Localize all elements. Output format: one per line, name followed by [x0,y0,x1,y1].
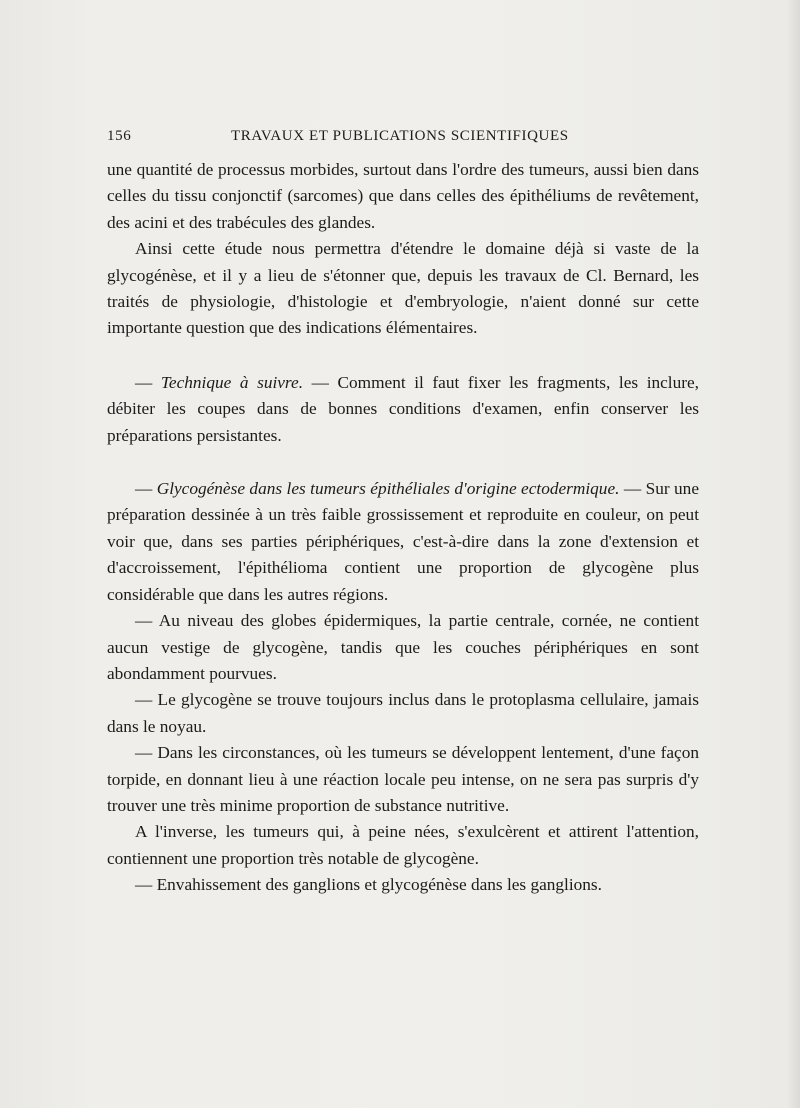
running-title: TRAVAUX ET PUBLICATIONS SCIENTIFIQUES [231,128,569,144]
paragraph-glycogenesis-tumors [107,476,699,608]
technique-dash: — [135,372,161,392]
body-text [107,157,699,899]
glycogenesis-text: — Sur une préparation dessinée à un très faible grossissement et reproduite en couleur, on peut voir que, dans ses parties périphériques, c'est-à-dire dans la zone d'extension et d'accroissement, l'épithélioma contient une proportion de glycogène plus considérable que dans les autres régions. [107,479,699,604]
paragraph-intro-continuation: une quantité de processus morbides, surtout dans l'ordre des tumeurs, aussi bien dans celles du tissu conjonctif (sarcomes) que dans celles des épithéliums de revêtement, des acini et des trabécules des glandes. [107,160,699,232]
paragraph-technique [107,370,699,449]
paragraph-ganglions: — Envahissement des ganglions et glycogénèse dans les ganglions. [135,875,602,895]
technique-text: — Comment il faut fixer les fragments, les inclure, débiter les coupes dans de bonnes conditions d'examen, enfin conserver les préparations persistantes. [107,372,699,445]
section-title-technique: Technique à suivre. [160,372,304,392]
paragraph-slow-tumors: — Dans les circonstances, où les tumeurs se développent lentement, d'une façon torpide, en donnant lieu à une réaction locale peu intense, on ne sera pas surpris d'y trouver une très minime proportion de substance nutritive. [107,743,699,815]
paragraph-exulcerating-tumors: A l'inverse, les tumeurs qui, à peine nées, s'exulcèrent et attirent l'attention, contiennent une proportion très notable de glycogène. [107,822,699,868]
section-title-glycogenesis-tumors: Glycogénèse dans les tumeurs épithéliales d'origine ectodermique. [156,479,620,499]
page-number: 156 [107,128,132,144]
paragraph-protoplasm: — Le glycogène se trouve toujours inclus dans le protoplasma cellulaire, jamais dans le noyau. [107,690,699,736]
page-header [107,128,699,150]
paragraph-epidermal-globes: — Au niveau des globes épidermiques, la partie centrale, cornée, ne contient aucun vestige de glycogène, tandis que les couches périphériques en sont abondamment pourvues. [107,611,699,683]
glycogenesis-dash: — [135,479,157,499]
paragraph-glycogenesis-domain: Ainsi cette étude nous permettra d'étendre le domaine déjà si vaste de la glycogénèse, et il y a lieu de s'étonner que, depuis les travaux de Cl. Bernard, les traités de physiologie, d'histologie et d'embryologie, n'aient donné sur cette importante question que des indications élémentaires. [107,239,699,338]
